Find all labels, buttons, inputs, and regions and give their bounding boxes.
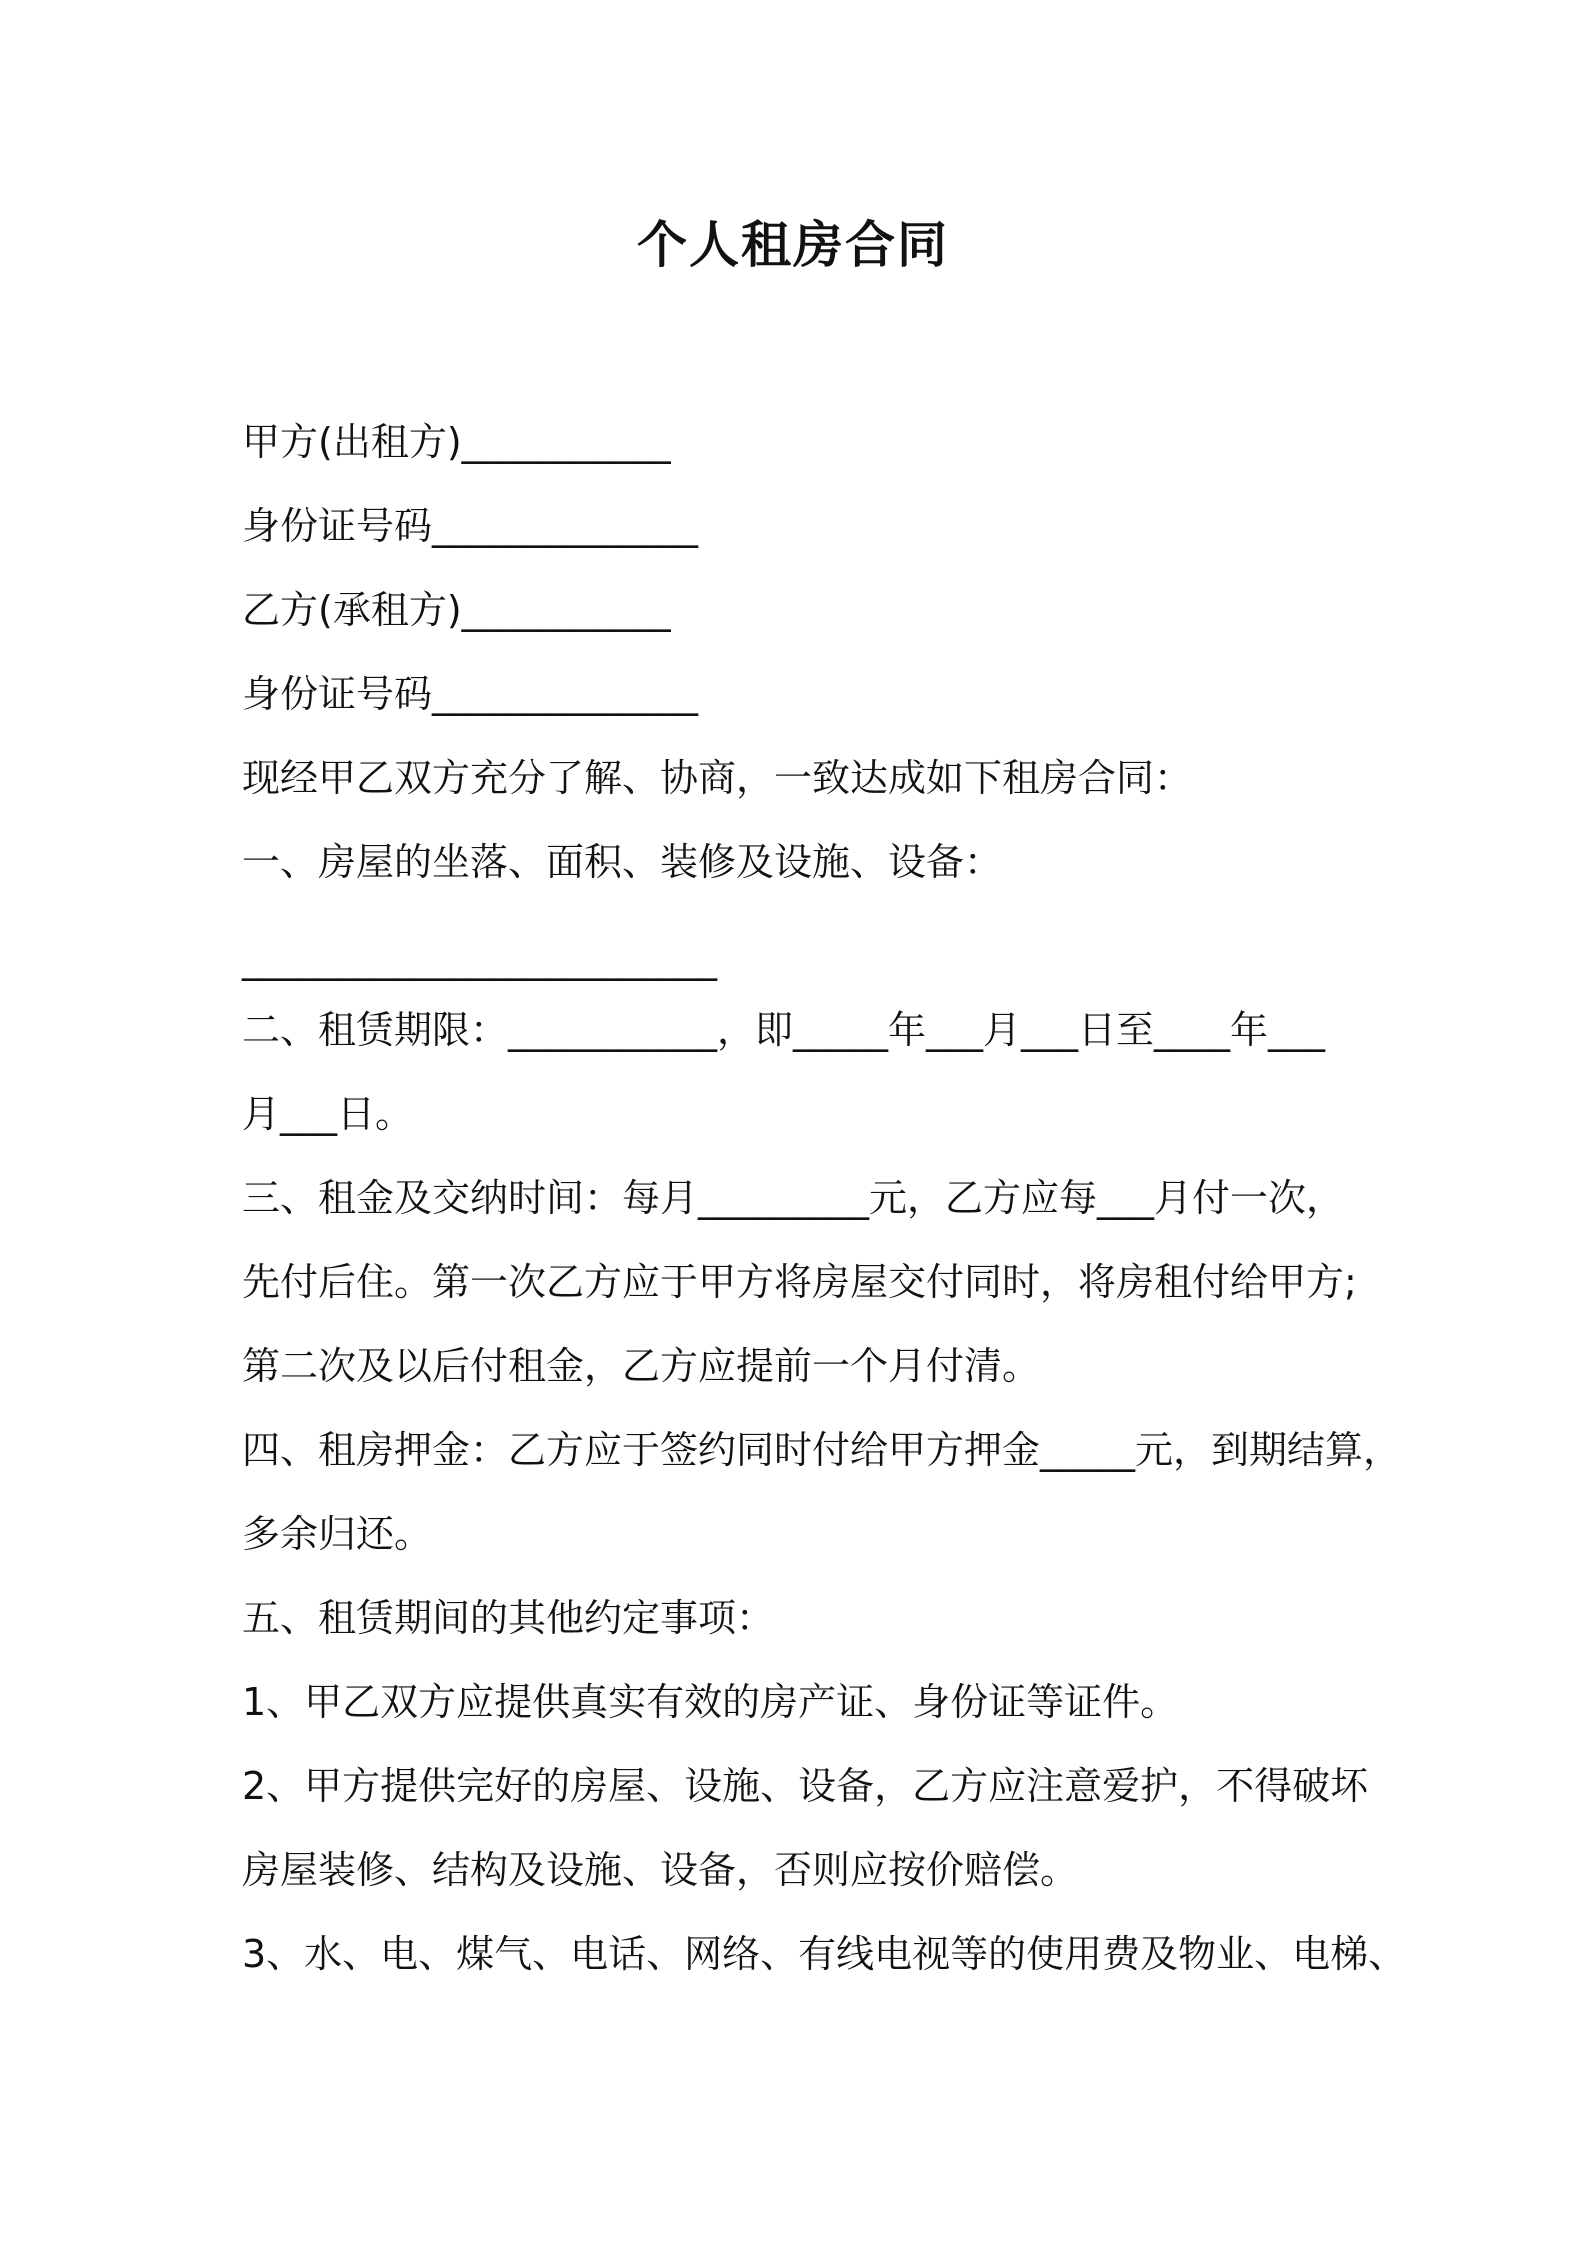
clause-3-line-3: 第二次及以后付租金，乙方应提前一个月付清。 bbox=[242, 1344, 1041, 1388]
clause-5-item-1: 1、甲乙双方应提供真实有效的房产证、身份证等证件。 bbox=[242, 1680, 1179, 1724]
party-a-line: 甲方(出租方)___________ bbox=[242, 420, 671, 464]
clause-5-item-2-line-2: 房屋装修、结构及设施、设备，否则应按价赔偿。 bbox=[242, 1848, 1079, 1892]
party-b-id-line: 身份证号码______________ bbox=[242, 672, 699, 716]
party-b-line: 乙方(承租方)___________ bbox=[242, 588, 671, 632]
clause-3-line-2: 先付后住。第一次乙方应于甲方将房屋交付同时，将房租付给甲方; bbox=[242, 1260, 1357, 1304]
clause-5-heading: 五、租赁期间的其他约定事项： bbox=[242, 1596, 775, 1640]
clause-5-item-2-line-1: 2、甲方提供完好的房屋、设施、设备，乙方应注意爱护，不得破坏 bbox=[242, 1764, 1369, 1808]
clause-2-line-1: 二、租赁期限：___________，即_____年___月___日至____年___ bbox=[242, 1008, 1326, 1052]
clause-3-line-1: 三、租金及交纳时间：每月_________元，乙方应每___月付一次， bbox=[242, 1176, 1345, 1220]
party-a-id-line: 身份证号码______________ bbox=[242, 504, 699, 548]
clause-1-blank: _________________________ bbox=[242, 937, 717, 981]
clause-5-item-3-line-1: 3、水、电、煤气、电话、网络、有线电视等的使用费及物业、电梯、 bbox=[242, 1932, 1407, 1976]
clause-2-line-2: 月___日。 bbox=[242, 1092, 414, 1136]
clause-4-line-2: 多余归还。 bbox=[242, 1512, 433, 1556]
clause-4-line-1: 四、租房押金：乙方应于签约同时付给甲方押金_____元，到期结算， bbox=[242, 1428, 1402, 1472]
document-body bbox=[242, 400, 1407, 1996]
clause-1-heading: 一、房屋的坐落、面积、装修及设施、设备： bbox=[242, 840, 1003, 884]
agreement-intro-line: 现经甲乙双方充分了解、协商，一致达成如下租房合同： bbox=[242, 756, 1193, 800]
document-title: 个人租房合同 bbox=[637, 216, 949, 274]
